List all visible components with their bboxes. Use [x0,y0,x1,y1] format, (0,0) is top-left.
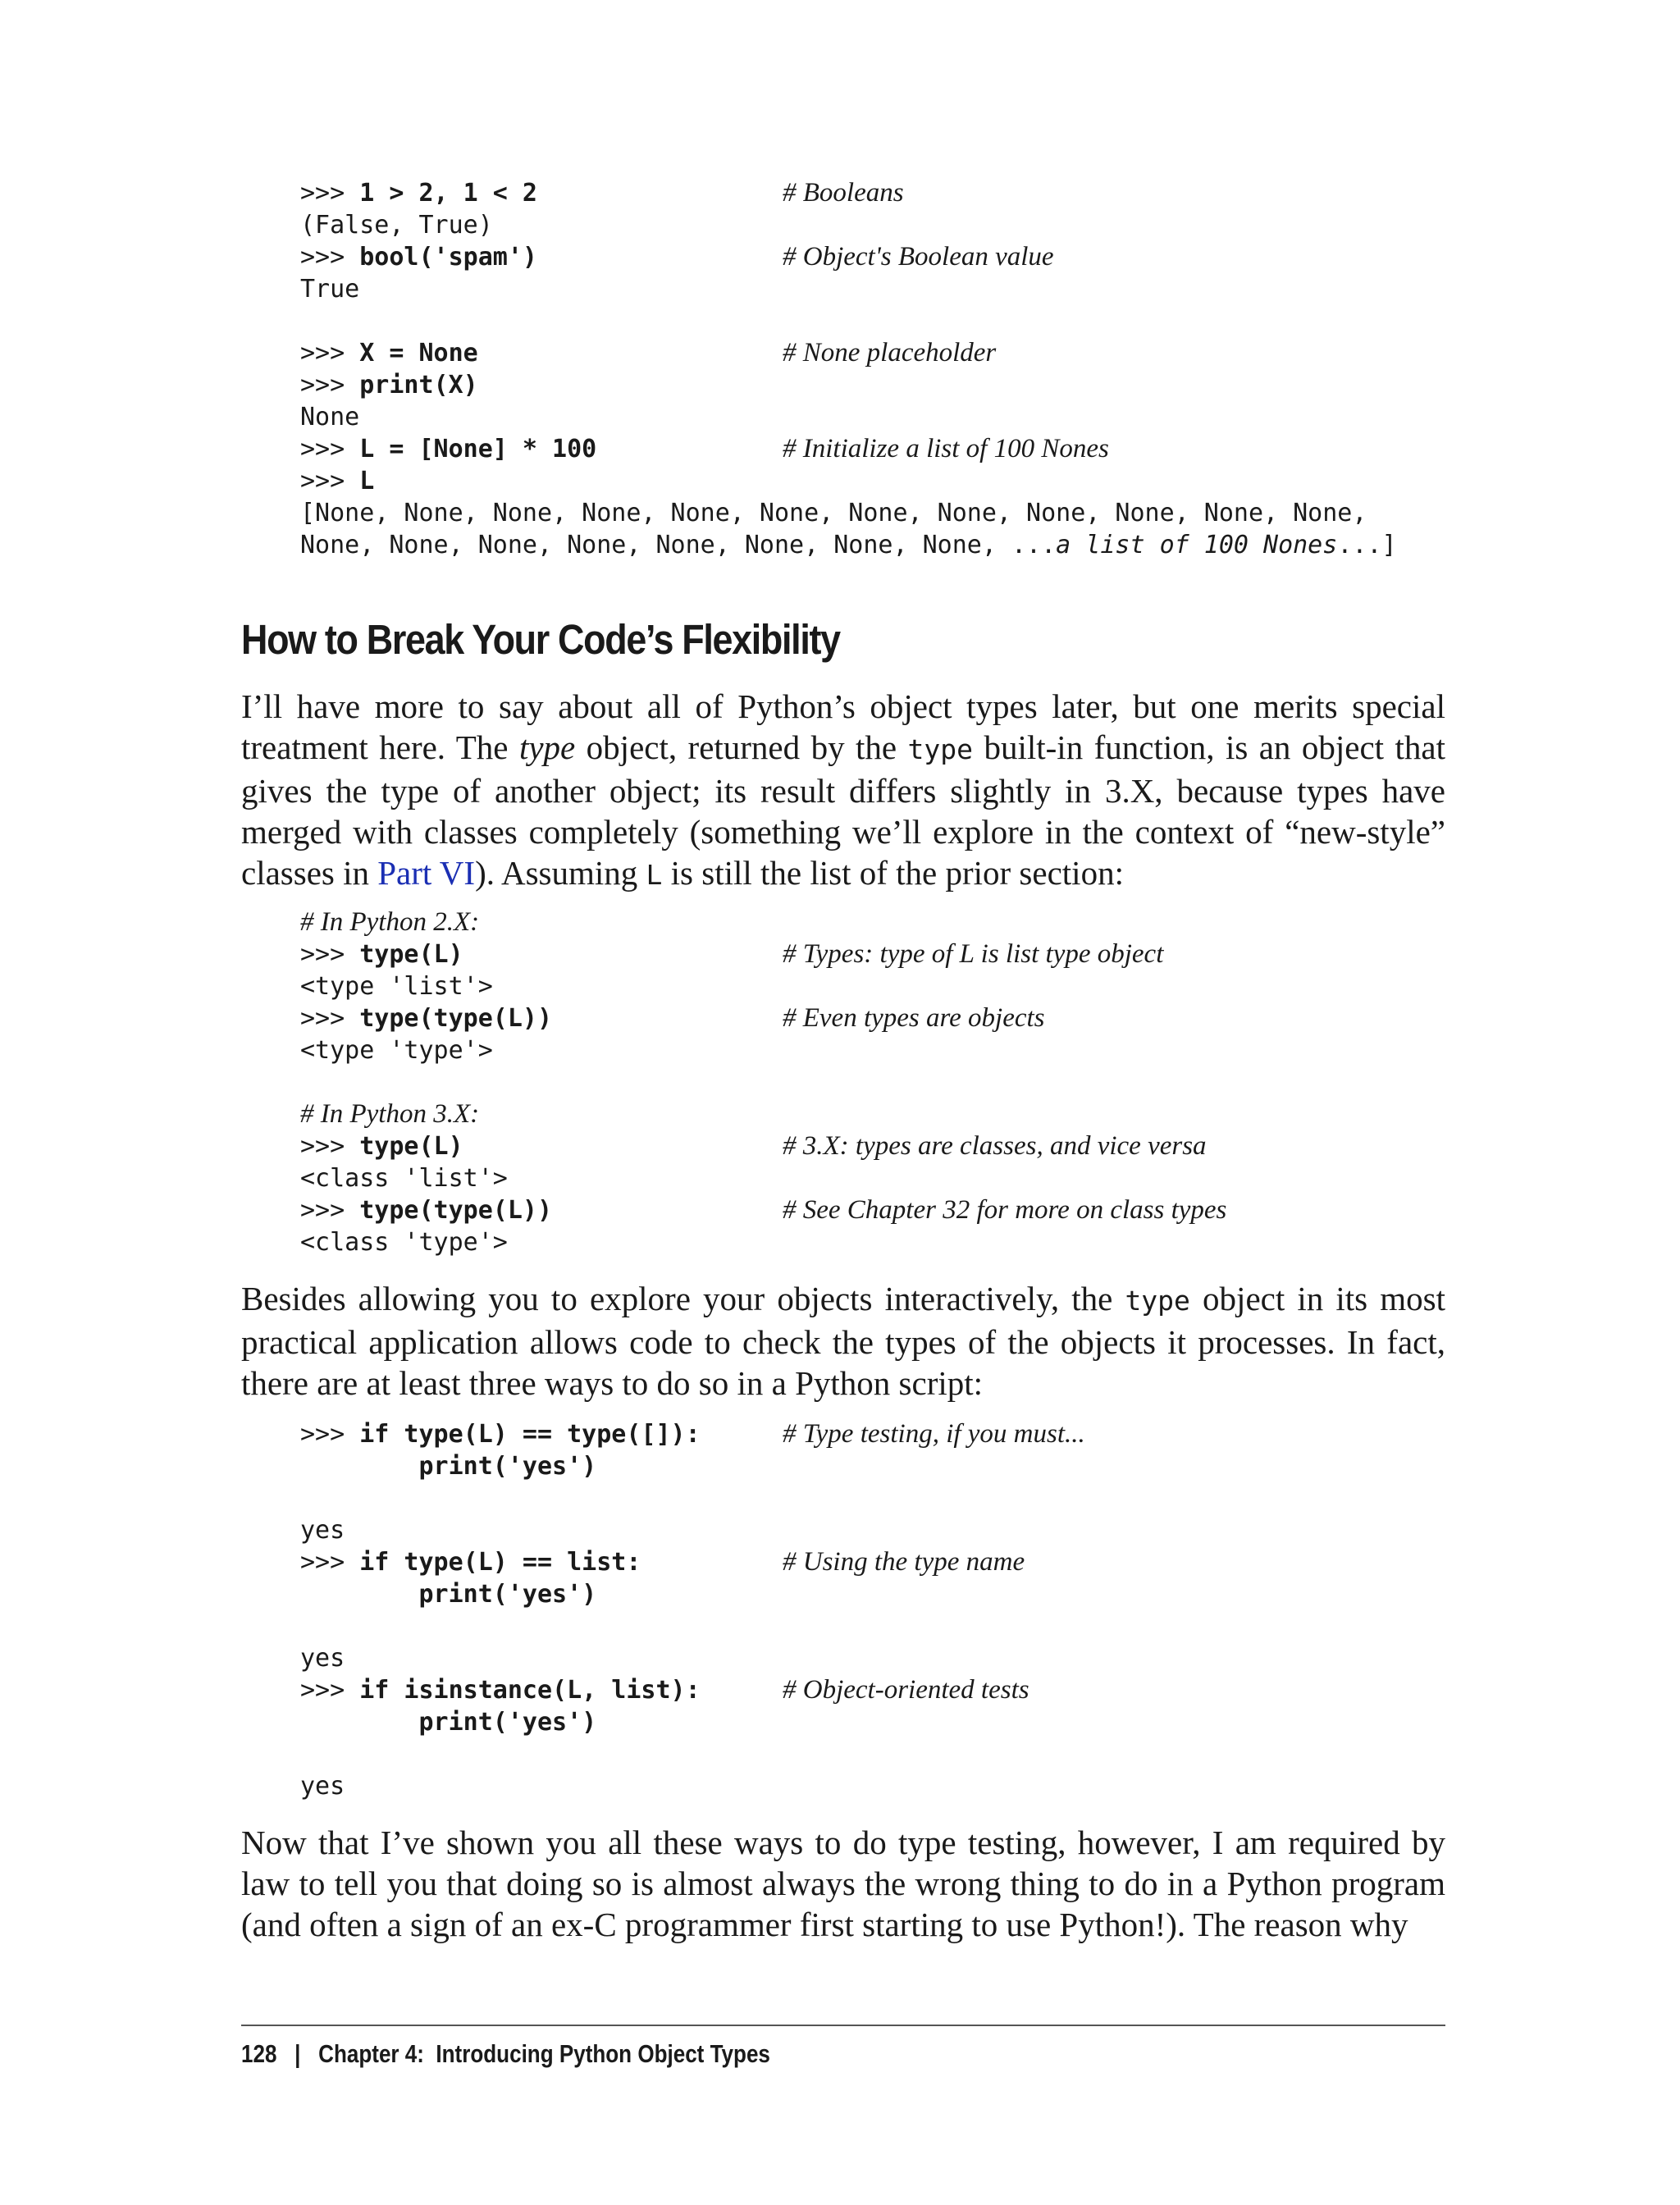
page-footer [241,2039,770,2069]
section-heading: How to Break Your Code’s Flexibility [241,616,840,663]
code-output: <type 'type'> [300,1036,493,1065]
code-comment: # None placeholder [783,338,997,368]
code-comment: # Object's Boolean value [783,242,1054,272]
code-line: >>> if type(L) == list: # Using the type name [300,1547,1025,1577]
code-comment: # Object-oriented tests [783,1675,1029,1705]
code-input: if type(L) == type([]): [359,1420,701,1449]
footer-divider [241,2025,1445,2026]
code-line: >>> type(type(L)) # Even types are objects [300,1003,1045,1033]
code-input: type(type(L)) [359,1196,553,1225]
code-input: L = [None] * 100 [359,435,597,463]
code-blank-line [300,1482,701,1514]
code-comment: # Types: type of L is list type object [783,939,1164,969]
code-input: type(L) [359,940,463,969]
code-output: None, None, None, None, None, None, None, None, ...a list of 100 Nones...] [300,531,1397,559]
code-comment-line: # In Python 2.X: [300,907,480,937]
code-comment: # 3.X: types are classes, and vice versa [783,1131,1207,1161]
code-blank-line [300,305,1397,337]
code-line: >>> 1 > 2, 1 < 2 # Booleans [300,178,904,208]
code-input: X = None [359,339,478,368]
paragraph-type-object: I’ll have more to say about all of Python’s object types later, but one merits special treatment here. The type object, returned by the type built-in function, is an object that gives the type of another object; its result differs slightly in 3.X, because types have merged with classes completely (something we’ll explore in the context of “new-style” classes in Part VI). Assuming L is still the list of the prior section: [241,687,1445,892]
code-comment: # See Chapter 32 for more on class types [783,1195,1227,1225]
code-output: <class 'type'> [300,1228,508,1257]
code-line: >>> if isinstance(L, list): # Object-oriented tests [300,1675,1029,1705]
code-input: 1 > 2, 1 < 2 [359,179,537,208]
code-comment: # Type testing, if you must... [783,1419,1085,1449]
code-block-type-examples [300,906,1227,1258]
code-line: >>> type(L) # 3.X: types are classes, and vice versa [300,1131,1207,1161]
code-line: >>> L = [None] * 100 # Initialize a list of 100 Nones [300,434,1109,463]
code-comment: # Initialize a list of 100 Nones [783,434,1109,463]
code-input: print('yes') [300,1708,597,1737]
code-input: type(L) [359,1132,463,1161]
paragraph-type-testing: Besides allowing you to explore your objects interactively, the type object in its most practical application allows code to check the types of the objects it processes. In fact, there are at least three ways to do so in a Python script: [241,1280,1446,1402]
code-input: type(type(L)) [359,1004,553,1033]
code-line: >>> X = None # None placeholder [300,338,997,368]
code-line: >>> print(X) [300,371,478,399]
emphasis-type: type [518,728,576,766]
inline-code-L: L [646,859,663,891]
paragraph-type-testing-warning: Now that I’ve shown you all these ways to do type testing, however, I am required by law to tell you that doing so is almost always the wrong thing to do in a Python program (and often a sign of an ex-C programmer first starting to use Python!). The reason why [241,1824,1445,1943]
code-input: L [359,467,375,495]
inline-code-type: type [907,733,974,765]
code-input: if type(L) == list: [359,1548,641,1577]
code-input: bool('spam') [359,243,537,272]
code-line: >>> L [300,467,375,495]
code-output: None [300,403,360,431]
code-output: [None, None, None, None, None, None, None, None, None, None, None, None, [300,499,1367,527]
code-output: yes [300,1516,345,1545]
footer-separator: | [294,2039,301,2068]
code-block-type-tests [300,1418,1085,1802]
code-input: print('yes') [300,1580,597,1609]
code-line [300,1450,701,1482]
inline-code-type: type [1125,1285,1190,1317]
code-line: >>> bool('spam') # Object's Boolean value [300,242,1054,272]
code-comment: # Using the type name [783,1547,1025,1577]
code-output: True [300,275,360,304]
code-block-booleans-none [300,177,1397,561]
part-vi-link[interactable]: Part VI [377,854,476,892]
code-line [300,1578,701,1610]
code-input: print(X) [359,371,478,399]
code-comment: # Even types are objects [783,1003,1045,1033]
code-input: print('yes') [300,1452,597,1481]
chapter-title: Chapter 4: Introducing Python Object Types [318,2039,770,2068]
code-blank-line [300,1066,552,1098]
code-output: yes [300,1644,345,1673]
code-output: yes [300,1772,345,1801]
code-comment: # Booleans [783,178,904,208]
code-line [300,1706,701,1738]
code-blank-line [300,1610,701,1642]
code-line: >>> type(type(L)) # See Chapter 32 for more on class types [300,1195,1227,1225]
page-number: 128 [241,2039,277,2068]
code-blank-line [300,1738,701,1770]
code-output: <class 'list'> [300,1164,508,1193]
code-placeholder-text: a list of 100 Nones [1056,531,1338,559]
code-line: >>> type(L) # Types: type of L is list type object [300,939,1164,969]
code-output: (False, True) [300,211,493,240]
code-output: <type 'list'> [300,972,493,1001]
code-comment-line: # In Python 3.X: [300,1099,480,1129]
code-line: >>> if type(L) == type([]): # Type testing, if you must... [300,1419,1085,1449]
code-input: if isinstance(L, list): [359,1676,701,1705]
